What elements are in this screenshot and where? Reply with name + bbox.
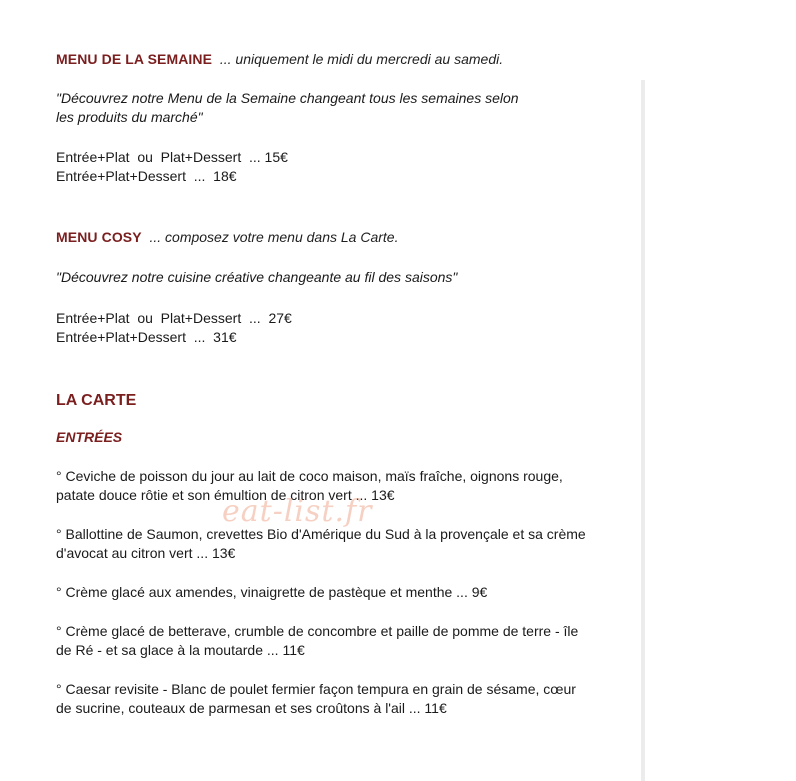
dish-line: patate douce rôtie et son émultion de citron vert ... 13€ <box>56 487 395 503</box>
dish-line: ° Ceviche de poisson du jour au lait de coco maison, maïs fraîche, oignons rouge, <box>56 468 563 484</box>
page-edge-divider <box>641 80 645 781</box>
menu-semaine-quote-line2: les produits du marché" <box>56 109 203 125</box>
dish-item <box>56 467 631 505</box>
dish-item <box>56 525 631 563</box>
menu-cosy-name: MENU COSY <box>56 229 142 245</box>
dish-line: ° Caesar revisite - Blanc de poulet fermier façon tempura en grain de sésame, cœur <box>56 681 576 697</box>
la-carte-title: LA CARTE <box>56 392 137 409</box>
dish-item <box>56 622 631 660</box>
entrees-title: ENTRÉES <box>56 429 123 445</box>
dish-line: de sucrine, couteaux de parmesan et ses croûtons à l'ail ... 11€ <box>56 700 447 716</box>
dish-line: ° Ballottine de Saumon, crevettes Bio d'Amérique du Sud à la provençale et sa crème <box>56 526 586 542</box>
menu-cosy-prices <box>56 309 631 347</box>
menu-semaine-option-2: Entrée+Plat+Dessert ... 18€ <box>56 168 237 184</box>
dish-line: d'avocat au citron vert ... 13€ <box>56 545 236 561</box>
menu-semaine-name: MENU DE LA SEMAINE <box>56 51 213 67</box>
menu-cosy-option-1: Entrée+Plat ou Plat+Dessert ... 27€ <box>56 310 292 326</box>
menu-semaine-desc: ... uniquement le midi du mercredi au samedi. <box>219 51 504 67</box>
menu-semaine-quote-line1: "Découvrez notre Menu de la Semaine changeant tous les semaines selon <box>56 90 519 106</box>
menu-content <box>56 50 631 718</box>
menu-cosy-heading <box>56 228 631 247</box>
menu-cosy-desc: ... composez votre menu dans La Carte. <box>149 229 399 245</box>
menu-semaine-prices <box>56 148 631 186</box>
dish-line: ° Crème glacé aux amendes, vinaigrette de pastèque et menthe ... 9€ <box>56 584 488 600</box>
menu-semaine-option-1: Entrée+Plat ou Plat+Dessert ... 15€ <box>56 149 288 165</box>
menu-cosy-quote: "Découvrez notre cuisine créative changeante au fil des saisons" <box>56 269 458 285</box>
menu-semaine-quote <box>56 89 631 127</box>
menu-cosy-option-2: Entrée+Plat+Dessert ... 31€ <box>56 329 237 345</box>
site-watermark: eat-list.fr <box>222 494 373 529</box>
dish-item <box>56 583 631 602</box>
dish-line: ° Crème glacé de betterave, crumble de concombre et paille de pomme de terre - île <box>56 623 579 639</box>
dish-line: de Ré - et sa glace à la moutarde ... 11€ <box>56 642 305 658</box>
menu-semaine-heading <box>56 50 631 69</box>
dish-item <box>56 680 631 718</box>
